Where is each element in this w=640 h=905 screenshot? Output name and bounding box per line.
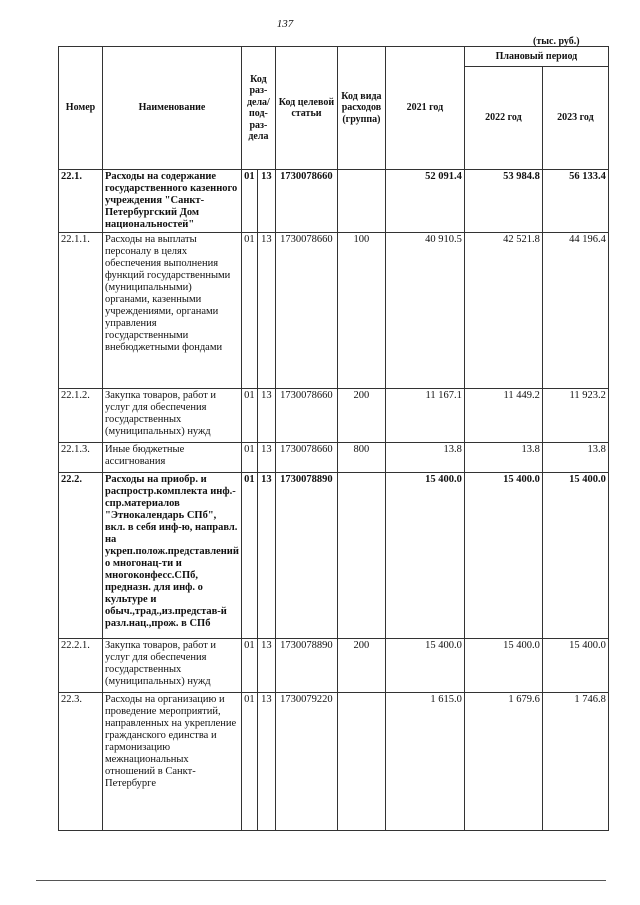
- row-target-code: 1730078660: [275, 389, 337, 443]
- row-section: 01: [241, 693, 257, 831]
- row-value-2022: 42 521.8: [464, 233, 542, 389]
- header-year-2023: 2023 год: [542, 67, 608, 170]
- row-target-code: 1730078890: [275, 473, 337, 639]
- row-target-code: 1730078660: [275, 443, 337, 473]
- budget-table: [58, 46, 609, 831]
- row-value-2022: 53 984.8: [464, 170, 542, 233]
- row-expense-type: [337, 693, 385, 831]
- row-value-2023: 13.8: [542, 443, 608, 473]
- row-value-2021: 1 615.0: [385, 693, 464, 831]
- row-expense-type: 200: [337, 639, 385, 693]
- row-value-2021: 13.8: [385, 443, 464, 473]
- row-number: 22.1.3.: [59, 443, 103, 473]
- row-expense-type: 200: [337, 389, 385, 443]
- row-section: 01: [241, 443, 257, 473]
- row-value-2022: 1 679.6: [464, 693, 542, 831]
- row-target-code: 1730078660: [275, 233, 337, 389]
- row-section: 01: [241, 233, 257, 389]
- table-row: [59, 170, 609, 233]
- row-number: 22.3.: [59, 693, 103, 831]
- row-value-2022: 13.8: [464, 443, 542, 473]
- header-year-2021: 2021 год: [385, 47, 464, 170]
- row-subsection: 13: [257, 639, 275, 693]
- table-row: [59, 233, 609, 389]
- row-subsection: 13: [257, 473, 275, 639]
- row-value-2022: 15 400.0: [464, 473, 542, 639]
- table-row: [59, 473, 609, 639]
- units-label: (тыс. руб.): [533, 36, 580, 47]
- row-value-2023: 15 400.0: [542, 639, 608, 693]
- header-year-2022: 2022 год: [464, 67, 542, 170]
- row-name: Иные бюджетные ассигнования: [103, 443, 242, 473]
- row-name: Закупка товаров, работ и услуг для обеспечения государственных (муниципальных) нужд: [103, 639, 242, 693]
- row-subsection: 13: [257, 170, 275, 233]
- page-bottom-rule: [36, 880, 606, 881]
- row-name: Закупка товаров, работ и услуг для обеспечения государственных (муниципальных) нужд: [103, 389, 242, 443]
- row-subsection: 13: [257, 693, 275, 831]
- row-number: 22.1.1.: [59, 233, 103, 389]
- header-number: Номер: [59, 47, 103, 170]
- row-value-2021: 11 167.1: [385, 389, 464, 443]
- row-value-2021: 52 091.4: [385, 170, 464, 233]
- row-subsection: 13: [257, 443, 275, 473]
- row-expense-type: [337, 170, 385, 233]
- row-target-code: 1730078890: [275, 639, 337, 693]
- row-number: 22.2.: [59, 473, 103, 639]
- table-row: [59, 443, 609, 473]
- row-name: Расходы на организацию и проведение мероприятий, направленных на укрепление гражданского единства и гармонизацию межнациональных отношений в Санкт-Петербурге: [103, 693, 242, 831]
- table-row: [59, 639, 609, 693]
- row-subsection: 13: [257, 233, 275, 389]
- row-name: Расходы на выплаты персоналу в целях обеспечения выполнения функций государственными (муниципальными) органами, казенными учреждениями, органами управления государственными внебюджетными фондами: [103, 233, 242, 389]
- table-row: [59, 693, 609, 831]
- row-subsection: 13: [257, 389, 275, 443]
- row-value-2023: 1 746.8: [542, 693, 608, 831]
- row-section: 01: [241, 170, 257, 233]
- row-value-2023: 11 923.2: [542, 389, 608, 443]
- page-number: 137: [276, 18, 294, 30]
- row-value-2023: 56 133.4: [542, 170, 608, 233]
- row-section: 01: [241, 639, 257, 693]
- row-section: 01: [241, 473, 257, 639]
- row-number: 22.1.: [59, 170, 103, 233]
- header-expense-type-code: Код вида расходов (группа): [337, 47, 385, 170]
- table-row: [59, 389, 609, 443]
- row-name: Расходы на приобр. и распростр.комплекта инф.-спр.материалов "Этнокалендарь СПб", вкл. в себя инф-ю, направл. на укреп.полож.представлений о многонац-ти и многоконфесс.СПб, предназн. для инф. о культуре и обыч.,трад.,из.представ-й разл.нац.,прож. в СПб: [103, 473, 242, 639]
- row-value-2023: 44 196.4: [542, 233, 608, 389]
- row-expense-type: 100: [337, 233, 385, 389]
- row-name: Расходы на содержание государственного казенного учреждения "Санкт-Петербургский Дом национальностей": [103, 170, 242, 233]
- row-target-code: 1730079220: [275, 693, 337, 831]
- header-target-code: Код целевой статьи: [275, 47, 337, 170]
- header-planned-period: Плановый период: [464, 47, 608, 67]
- row-number: 22.2.1.: [59, 639, 103, 693]
- row-number: 22.1.2.: [59, 389, 103, 443]
- row-value-2023: 15 400.0: [542, 473, 608, 639]
- header-section-code: Код раз-дела/под-раз-дела: [241, 47, 275, 170]
- row-target-code: 1730078660: [275, 170, 337, 233]
- row-expense-type: [337, 473, 385, 639]
- row-value-2021: 15 400.0: [385, 473, 464, 639]
- row-value-2022: 11 449.2: [464, 389, 542, 443]
- row-section: 01: [241, 389, 257, 443]
- row-expense-type: 800: [337, 443, 385, 473]
- row-value-2022: 15 400.0: [464, 639, 542, 693]
- row-value-2021: 40 910.5: [385, 233, 464, 389]
- row-value-2021: 15 400.0: [385, 639, 464, 693]
- header-name: Наименование: [103, 47, 242, 170]
